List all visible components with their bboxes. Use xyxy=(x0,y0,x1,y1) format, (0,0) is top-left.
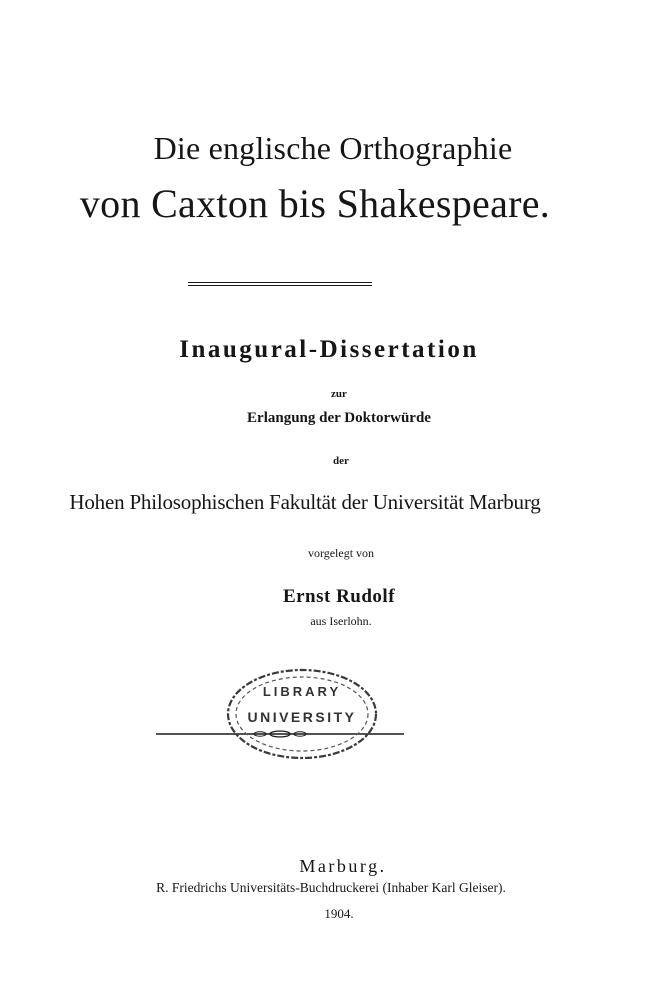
title-line-2: von Caxton bis Shakespeare. xyxy=(79,181,551,226)
author-origin: aus Iserlohn. xyxy=(310,614,372,628)
imprint-city: Marburg. xyxy=(299,856,387,876)
library-stamp xyxy=(222,664,382,764)
faculty-text: Hohen Philosophischen Fakultät der Universität Marburg xyxy=(69,490,541,514)
imprint-printer: R. Friedrichs Universitäts-Buchdruckerei (Inhaber Karl Gleiser). xyxy=(156,880,506,895)
stamp-top-text: LIBRARY xyxy=(262,684,342,699)
title-divider-rule xyxy=(188,282,372,283)
purpose-text: Erlangung der Doktorwürde xyxy=(247,410,431,426)
dissertation-heading: Inaugural-Dissertation xyxy=(179,336,479,363)
imprint-year: 1904. xyxy=(324,906,354,921)
author-name: Ernst Rudolf xyxy=(282,586,396,607)
der-text: der xyxy=(333,455,349,467)
zur-text: zur xyxy=(331,388,347,400)
title-line-1: Die englische Orthographie xyxy=(153,130,513,166)
stamp-bottom-text: UNIVERSITY xyxy=(247,709,357,725)
presented-by-text: vorgelegt von xyxy=(307,546,375,560)
